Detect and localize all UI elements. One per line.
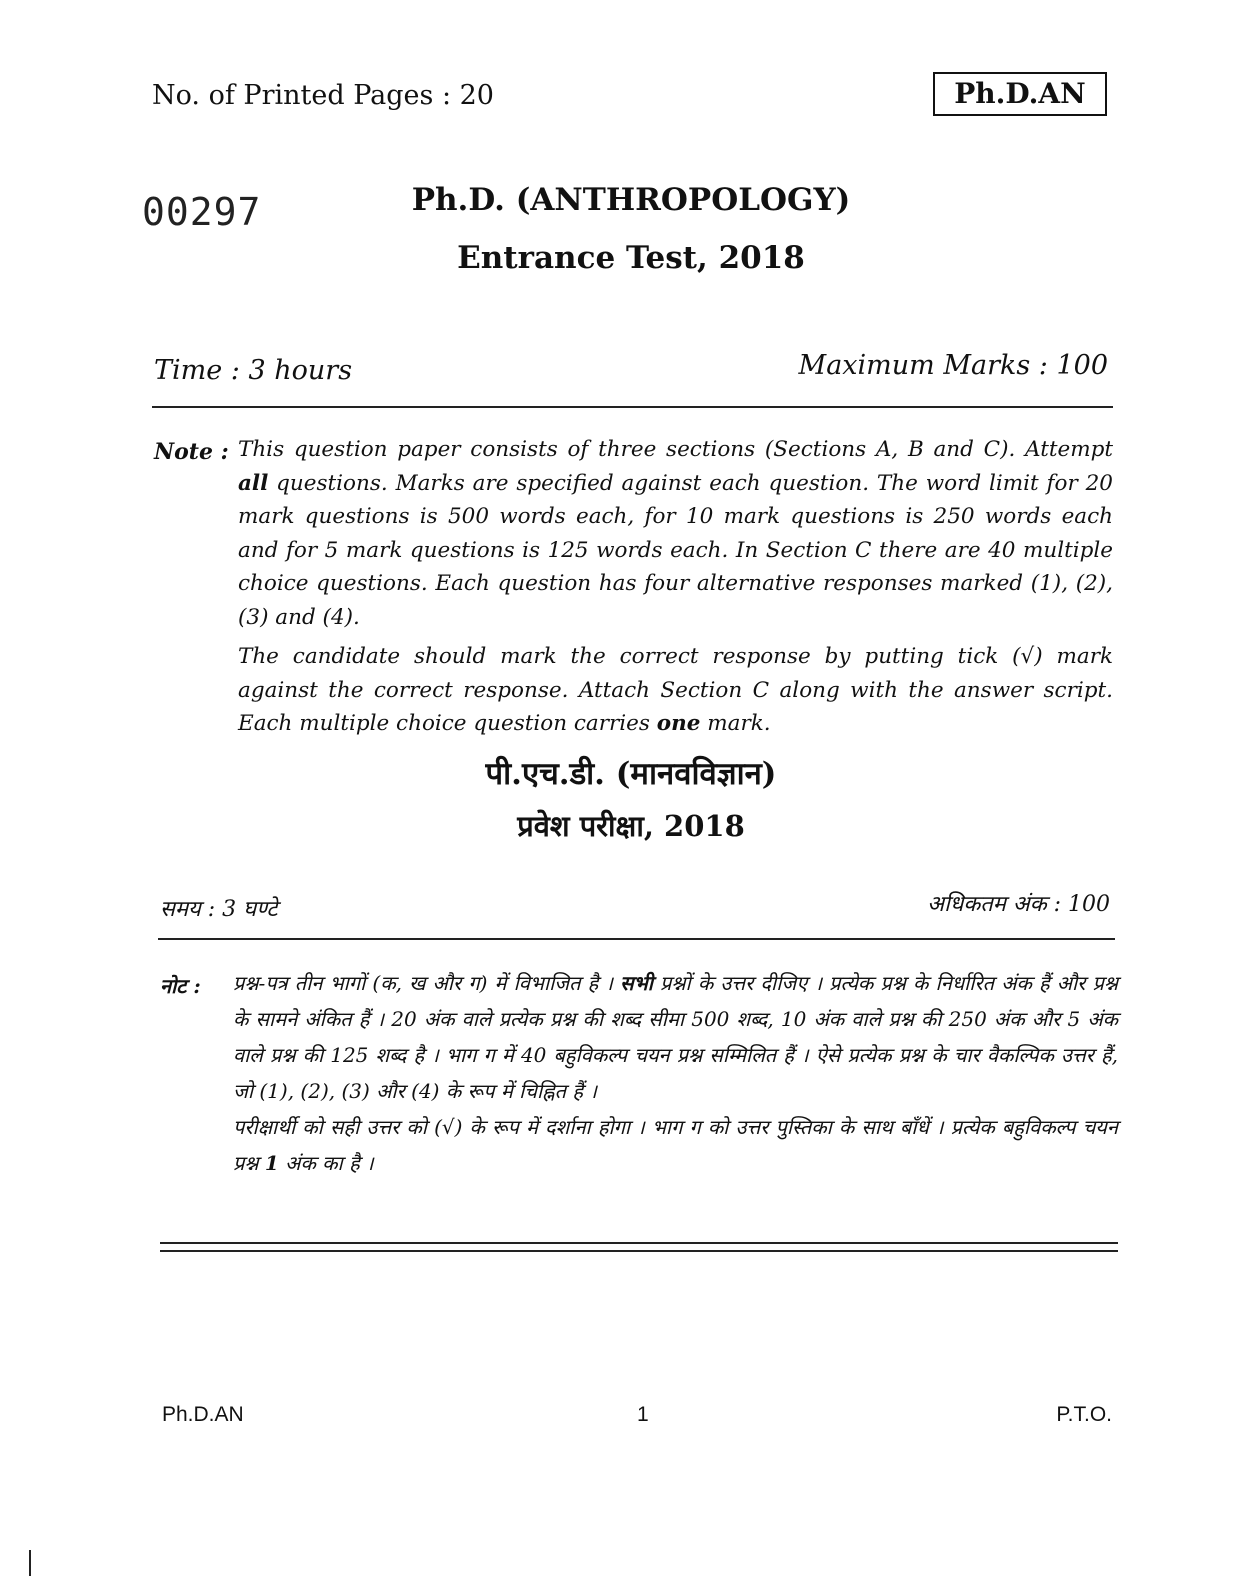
note-hindi-paragraph-2 <box>233 1109 1118 1181</box>
page-subtitle-english: Entrance Test, 2018 <box>457 240 805 276</box>
scan-mark <box>29 1550 31 1576</box>
serial-number: 00297 <box>142 190 262 234</box>
note-p1-text: This question paper consists of three sections (Sections A, B and C). Attempt <box>238 437 1113 462</box>
time-hindi: समय : 3 घण्टे <box>160 897 278 922</box>
note-p2-bold: one <box>656 711 701 736</box>
note-hi-p2-text: परीक्षार्थी को सही उत्तर को (√) के रूप में दर्शाना होगा । भाग ग को उत्तर पुस्तिका के साथ बाँधें । प्रत्येक बहुविकल्प चयन प्रश्न <box>233 1115 1118 1175</box>
note-label-hindi: नोट : <box>160 974 201 998</box>
divider-english <box>152 406 1113 408</box>
note-label-english: Note : <box>154 439 229 465</box>
note-paragraph-1 <box>238 433 1113 634</box>
note-p1-text-cont: questions. Marks are specified against each question. The word limit for 20 mark questions is 500 words each, for 10 mark questions is 250 words each and for 5 mark questions is 125 words each. In Section C there are 40 multiple choice questions. Each question has four alternative responses marked (1), (2), (3) and (4). <box>238 470 1113 630</box>
note-p2-text: The candidate should mark the correct response by putting tick (√) mark against the correct response. Attach Section C along with the answer script. Each multiple choice question carries <box>238 644 1113 736</box>
divider-hindi <box>158 938 1115 940</box>
note-hi-p1-text-cont: प्रश्नों के उत्तर दीजिए । प्रत्येक प्रश्न के निर्धारित अंक हैं और प्रश्न के सामने अंकित हैं । 20 अंक वाले प्रत्येक प्रश्न की शब्द सीमा 500 शब्द, 10 अंक वाले प्रश्न की 250 अंक और 5 अंक वाले प्रश्न की 125 शब्द है । भाग ग में 40 बहुविकल्प चयन प्रश्न सम्मिलित हैं । ऐसे प्रत्येक प्रश्न के चार वैकल्पिक उत्तर हैं, जो (1), (2), (3) और (4) के रूप में चिह्नित हैं । <box>233 971 1118 1103</box>
max-marks-english: Maximum Marks : 100 <box>798 350 1108 381</box>
note-hi-p1-text: प्रश्न-पत्र तीन भागों (क, ख और ग) में विभाजित है । <box>233 971 621 995</box>
note-paragraph-2 <box>238 640 1113 741</box>
note-hi-p1-bold: सभी <box>620 971 653 995</box>
note-hi-p2-bold: 1 <box>264 1151 279 1175</box>
footer-pto: P.T.O. <box>1056 1403 1112 1426</box>
printed-pages: No. of Printed Pages : 20 <box>152 80 494 111</box>
page-title-hindi: पी.एच.डी. (मानवविज्ञान) <box>485 756 777 792</box>
note-text-english <box>238 433 1113 747</box>
note-p1-bold: all <box>238 470 269 496</box>
double-rule-bottom <box>160 1250 1118 1252</box>
time-english: Time : 3 hours <box>154 355 353 386</box>
max-marks-hindi: अधिकतम अंक : 100 <box>927 892 1110 917</box>
double-rule-top <box>160 1242 1118 1244</box>
note-hindi-paragraph-1 <box>233 965 1118 1109</box>
page-subtitle-hindi: प्रवेश परीक्षा, 2018 <box>517 809 745 843</box>
note-text-hindi <box>233 965 1118 1181</box>
page-title-english: Ph.D. (ANTHROPOLOGY) <box>411 182 851 218</box>
paper-code-box: Ph.D.AN <box>933 72 1107 116</box>
note-hi-p2-text-cont: अंक का है । <box>278 1151 374 1175</box>
footer-page-number: 1 <box>637 1403 649 1426</box>
footer-paper-code: Ph.D.AN <box>162 1403 244 1426</box>
note-p2-text-cont: mark. <box>700 711 771 736</box>
